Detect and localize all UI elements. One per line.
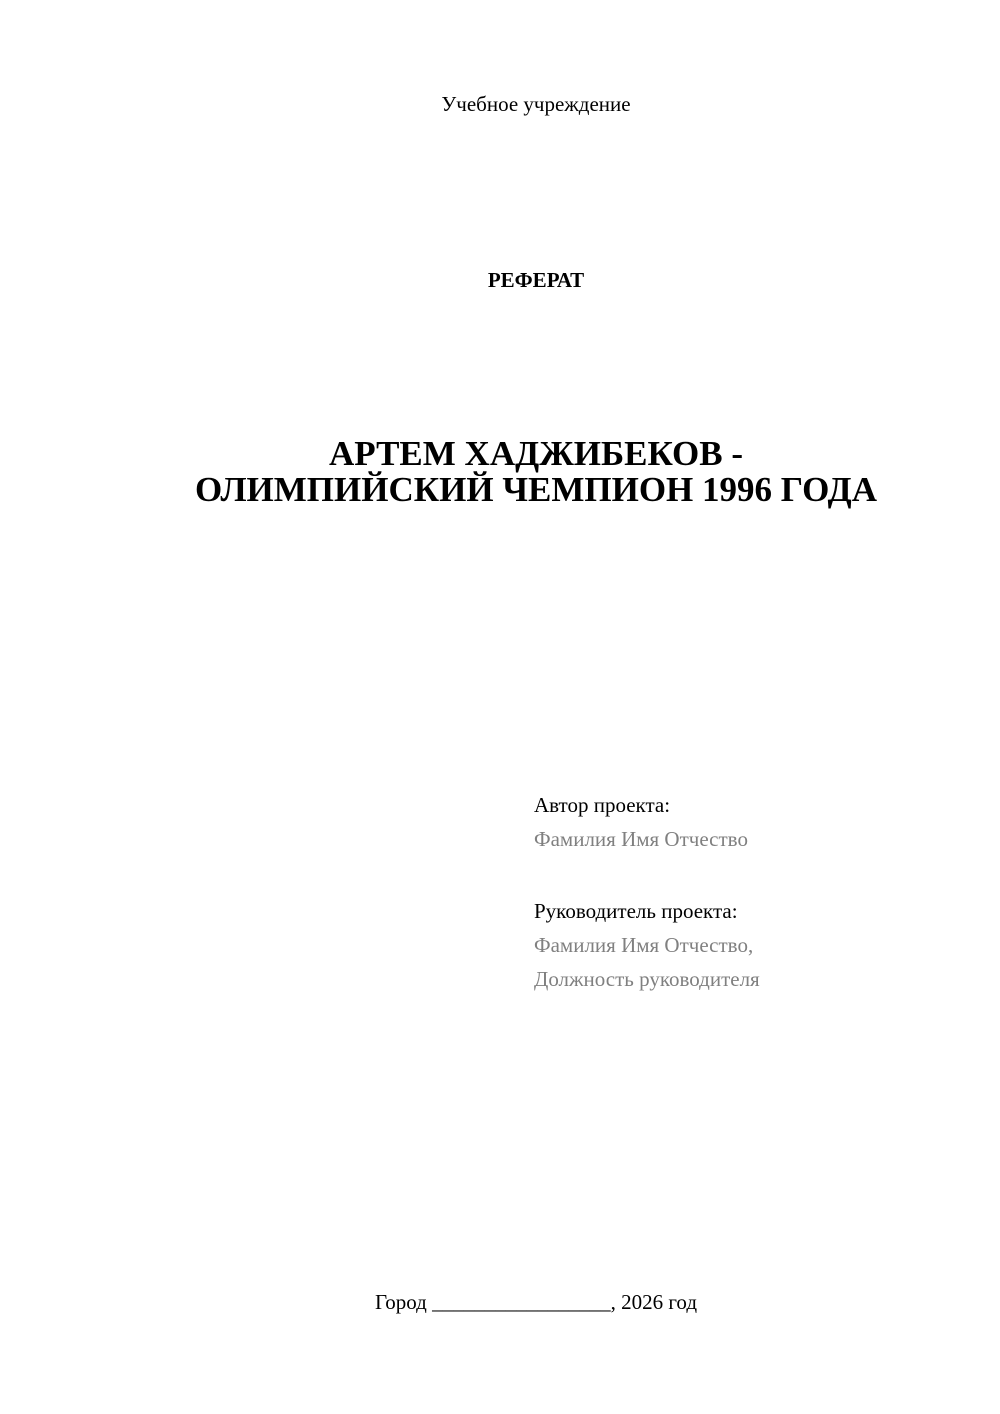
supervisor-position: Должность руководителя — [534, 967, 760, 991]
document-title — [0, 436, 1000, 508]
title-line-1: АРТЕМ ХАДЖИБЕКОВ - — [329, 434, 743, 473]
city-year-footer: Город _________________, 2026 год — [374, 1290, 698, 1314]
document-type: РЕФЕРАТ — [487, 268, 585, 292]
author-name: Фамилия Имя Отчество — [534, 827, 748, 851]
author-block — [534, 788, 748, 856]
supervisor-block — [534, 894, 760, 996]
supervisor-name: Фамилия Имя Отчество, — [534, 933, 754, 957]
supervisor-label: Руководитель проекта: — [534, 899, 738, 923]
title-line-2: ОЛИМПИЙСКИЙ ЧЕМПИОН 1996 ГОДА — [194, 470, 878, 509]
institution-name: Учебное учреждение — [441, 92, 631, 116]
author-label: Автор проекта: — [534, 793, 671, 817]
